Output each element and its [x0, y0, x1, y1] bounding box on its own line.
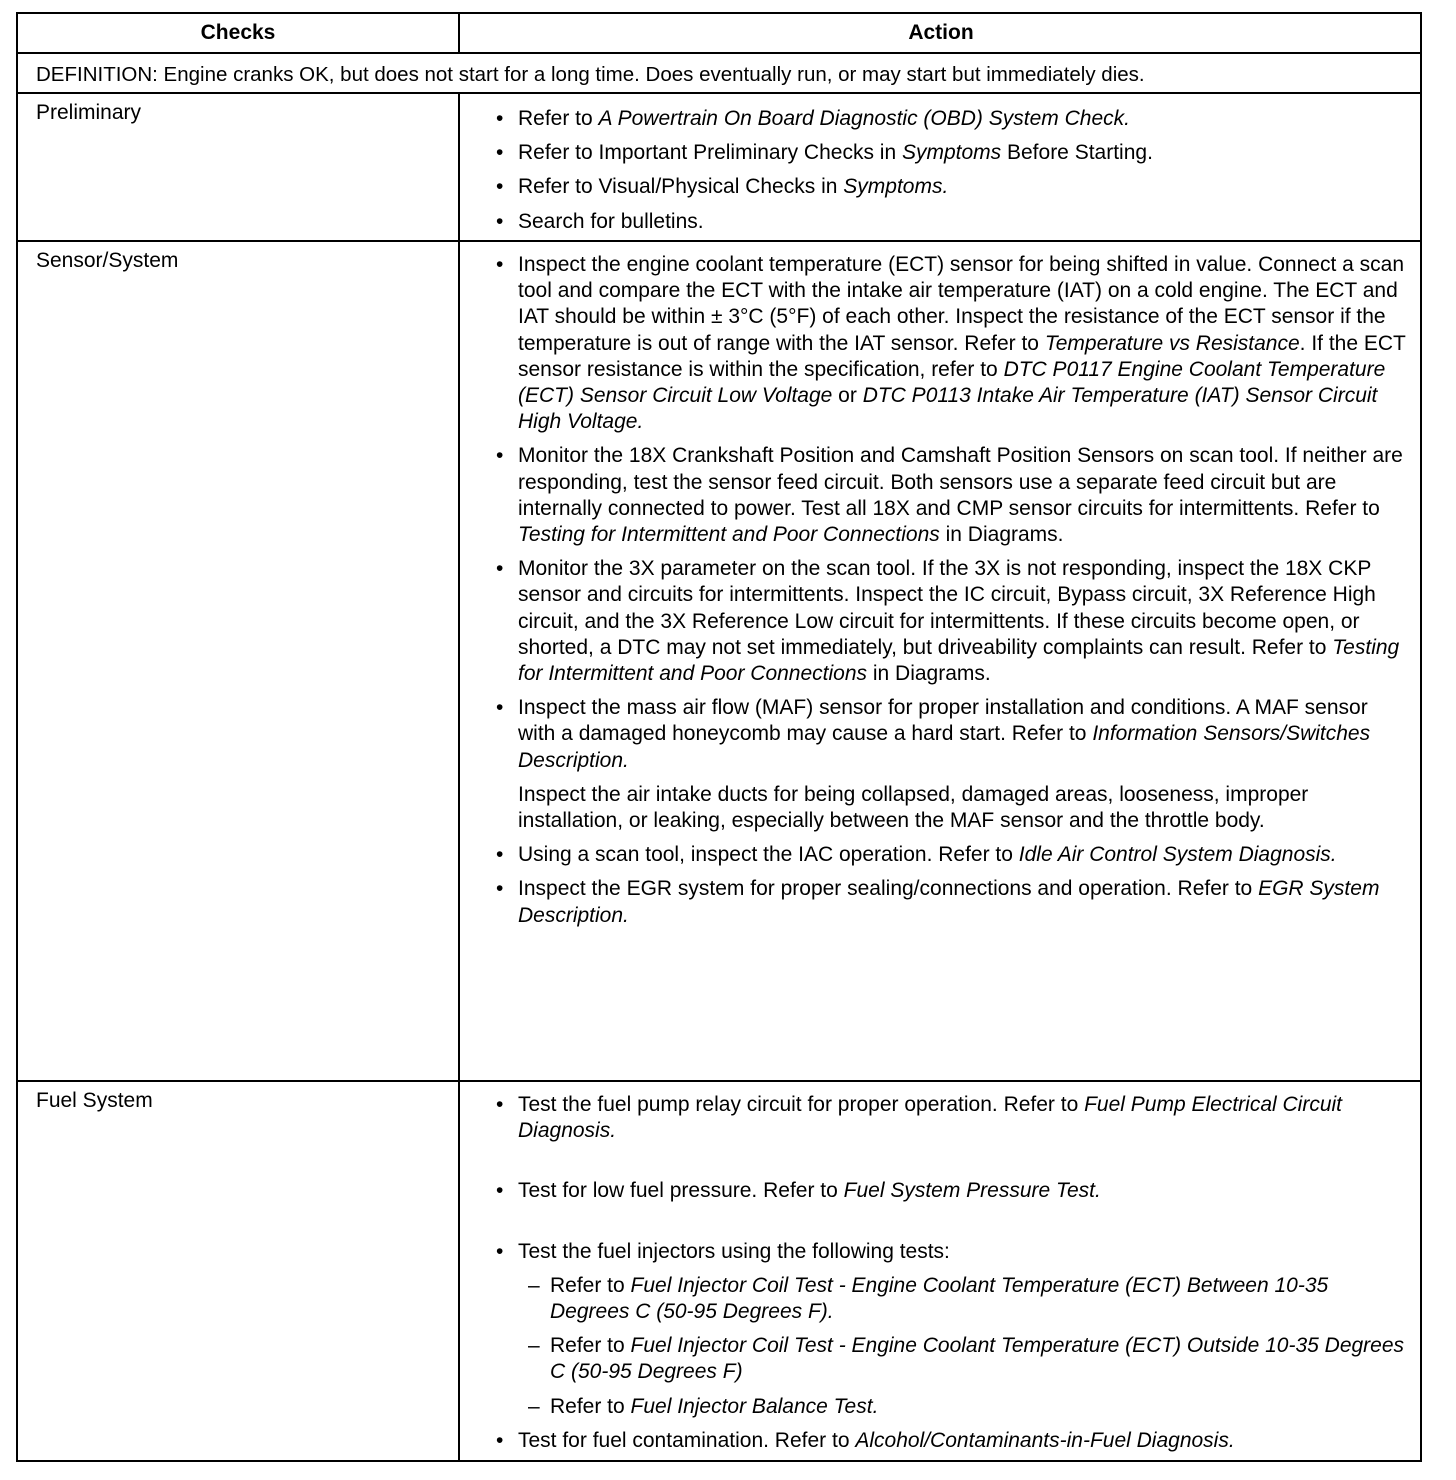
checks-header: Checks — [200, 21, 276, 44]
instruction-text: Refer to Visual/Physical Checks in — [518, 175, 844, 199]
sensor-divider — [18, 1080, 1420, 1082]
air-intake-paragraph: Inspect the air intake ducts for being collapsed, damaged areas, looseness, improper installation, or leaking, especially between the MAF sensor and the throttle body. — [518, 782, 1309, 833]
action-item — [488, 106, 1408, 132]
instruction-text: Monitor the 3X parameter on the scan tool. If the 3X is not responding, inspect the 18X CKP sensor and circuits for intermittents. Inspect the IC circuit, Bypass circuit, 3X Reference High circuit, and the 3X Reference Low circuit for intermittents. If these circuits become open, or shorted, a DTC may not set immediately, but driveability complaints can result. Refer to — [518, 557, 1376, 659]
action-subitem — [488, 1333, 1408, 1385]
reference-text: Testing for Intermittent and Poor Connections — [518, 635, 1400, 686]
bullet-icon: • — [496, 209, 504, 233]
bullet-icon: • — [496, 107, 504, 130]
instruction-text: . If the ECT sensor resistance is within the specification, refer to — [518, 331, 1406, 381]
reference-text: Testing for Intermittent and Poor Connections — [518, 523, 940, 547]
instruction-text: Monitor the 18X Crankshaft Position and Camshaft Position Sensors on scan tool. If neither are responding, test the sensor feed circuit. Both sensors use a separate feed circuit but are internally connected to power. Test all 18X and CMP sensor circuits for intermittents. Refer to — [518, 444, 1403, 520]
sensor-items-2 — [488, 842, 1408, 929]
bullet-icon: • — [496, 843, 504, 867]
sensor-system-actions — [488, 252, 1408, 937]
preliminary-actions — [488, 106, 1408, 243]
action-item — [488, 252, 1408, 435]
bullet-icon: • — [496, 253, 504, 276]
instruction-text: Before Starting. — [1001, 141, 1153, 165]
instruction-text: Inspect the mass air flow (MAF) sensor for proper installation and conditions. A MAF sensor with a damaged honeycomb may cause a hard start. Refer to — [518, 696, 1368, 746]
reference-text: Fuel Pump Electrical Circuit Diagnosis. — [518, 1093, 1343, 1143]
sensor-items — [488, 252, 1408, 774]
reference-text: Symptoms. — [843, 175, 949, 199]
bullet-icon: • — [496, 444, 504, 468]
instruction-text: Refer to — [518, 107, 599, 130]
reference-text: DTC P0117 Engine Coolant Temperature (ECT) Sensor Circuit Low Voltage — [518, 357, 1386, 408]
definition-divider — [18, 92, 1420, 94]
dash-icon: – — [528, 1273, 540, 1297]
action-item — [488, 556, 1408, 687]
diagnostic-table — [16, 12, 1422, 1462]
action-header: Action — [908, 21, 974, 44]
fuel-item-injectors — [488, 1239, 1408, 1265]
action-item — [488, 209, 1408, 235]
reference-text: Information Sensors/Switches Description. — [518, 722, 1371, 772]
action-item — [488, 443, 1408, 548]
reference-text: Alcohol/Contaminants-in-Fuel Diagnosis. — [855, 1428, 1235, 1452]
bullet-icon: • — [496, 141, 504, 165]
instruction-text: in Diagrams. — [867, 662, 991, 686]
sensor-system-label: Sensor/System — [36, 249, 179, 272]
fuel-item-contamination — [488, 1428, 1408, 1454]
fuel-system-label: Fuel System — [36, 1089, 153, 1112]
fuel-item-relay — [488, 1092, 1408, 1144]
bullet-icon: • — [496, 1179, 504, 1203]
instruction-text: Refer to — [550, 1394, 631, 1418]
instruction-text: Test the fuel pump relay circuit for proper operation. Refer to — [518, 1093, 1085, 1116]
bullet-icon: • — [496, 696, 504, 720]
reference-text: Symptoms — [901, 141, 1002, 165]
reference-text: Fuel Injector Coil Test - Engine Coolant Temperature (ECT) Between 10-35 Degrees C (50-95 Degrees F). — [550, 1273, 1329, 1324]
instruction-text: Refer to — [550, 1334, 631, 1358]
instruction-text: Refer to — [550, 1273, 631, 1297]
instruction-text: Test for low fuel pressure. Refer to — [518, 1179, 844, 1203]
action-item — [488, 842, 1408, 868]
bullet-icon: • — [496, 1428, 504, 1452]
instruction-text: or — [832, 384, 863, 408]
column-divider-body — [458, 92, 460, 1462]
action-item — [488, 695, 1408, 774]
reference-text: Idle Air Control System Diagnosis. — [1018, 843, 1337, 867]
reference-text: DTC P0113 Intake Air Temperature (IAT) Sensor Circuit High Voltage. — [518, 384, 1378, 434]
dash-icon: – — [528, 1394, 540, 1418]
bullet-icon: • — [496, 1093, 504, 1116]
instruction-text: Refer to Important Preliminary Checks in — [518, 141, 902, 165]
reference-text: Temperature vs Resistance — [1044, 331, 1300, 355]
bullet-icon: • — [496, 1239, 504, 1263]
fuel-system-actions — [488, 1092, 1408, 1462]
reference-text: A Powertrain On Board Diagnostic (OBD) System Check. — [598, 107, 1130, 130]
instruction-text: Search for bulletins. — [518, 209, 704, 233]
reference-text: EGR System Description. — [518, 877, 1380, 927]
action-subitem — [488, 1394, 1408, 1420]
instruction-text: Inspect the EGR system for proper sealing/connections and operation. Refer to — [518, 877, 1259, 901]
definition-text: DEFINITION: Engine cranks OK, but does not start for a long time. Does eventually run, or may start but immediately dies. — [36, 63, 1145, 86]
action-subitem — [488, 1273, 1408, 1325]
reference-text: Fuel System Pressure Test. — [843, 1179, 1101, 1203]
reference-text: Fuel Injector Balance Test. — [630, 1394, 879, 1418]
fuel-injector-subitems — [488, 1273, 1408, 1420]
reference-text: Fuel Injector Coil Test - Engine Coolant Temperature (ECT) Outside 10-35 Degrees C (50-95 Degrees F) — [550, 1334, 1405, 1384]
action-item — [488, 174, 1408, 200]
fuel-item-pressure — [488, 1178, 1408, 1204]
header-divider — [18, 52, 1420, 54]
action-item — [488, 876, 1408, 928]
bullet-icon: • — [496, 877, 504, 901]
preliminary-label: Preliminary — [36, 101, 142, 124]
dash-icon: – — [528, 1334, 540, 1358]
action-item — [488, 140, 1408, 166]
instruction-text: Inspect the engine coolant temperature (ECT) sensor for being shifted in value. Connect a scan tool and compare the ECT with the intake air temperature (IAT) on a cold engine. The ECT and IAT should be within ± 3°C (5°F) of each other. Inspect the resistance of the ECT sensor if the temperature is out of range with the IAT sensor. Refer to — [518, 253, 1404, 355]
instruction-text: Test for fuel contamination. Refer to — [518, 1428, 856, 1452]
instruction-text: Test the fuel injectors using the following tests: — [518, 1239, 950, 1263]
bullet-icon: • — [496, 175, 504, 199]
instruction-text: Using a scan tool, inspect the IAC operation. Refer to — [518, 843, 1019, 867]
instruction-text: in Diagrams. — [939, 523, 1064, 547]
bullet-icon: • — [496, 557, 504, 581]
